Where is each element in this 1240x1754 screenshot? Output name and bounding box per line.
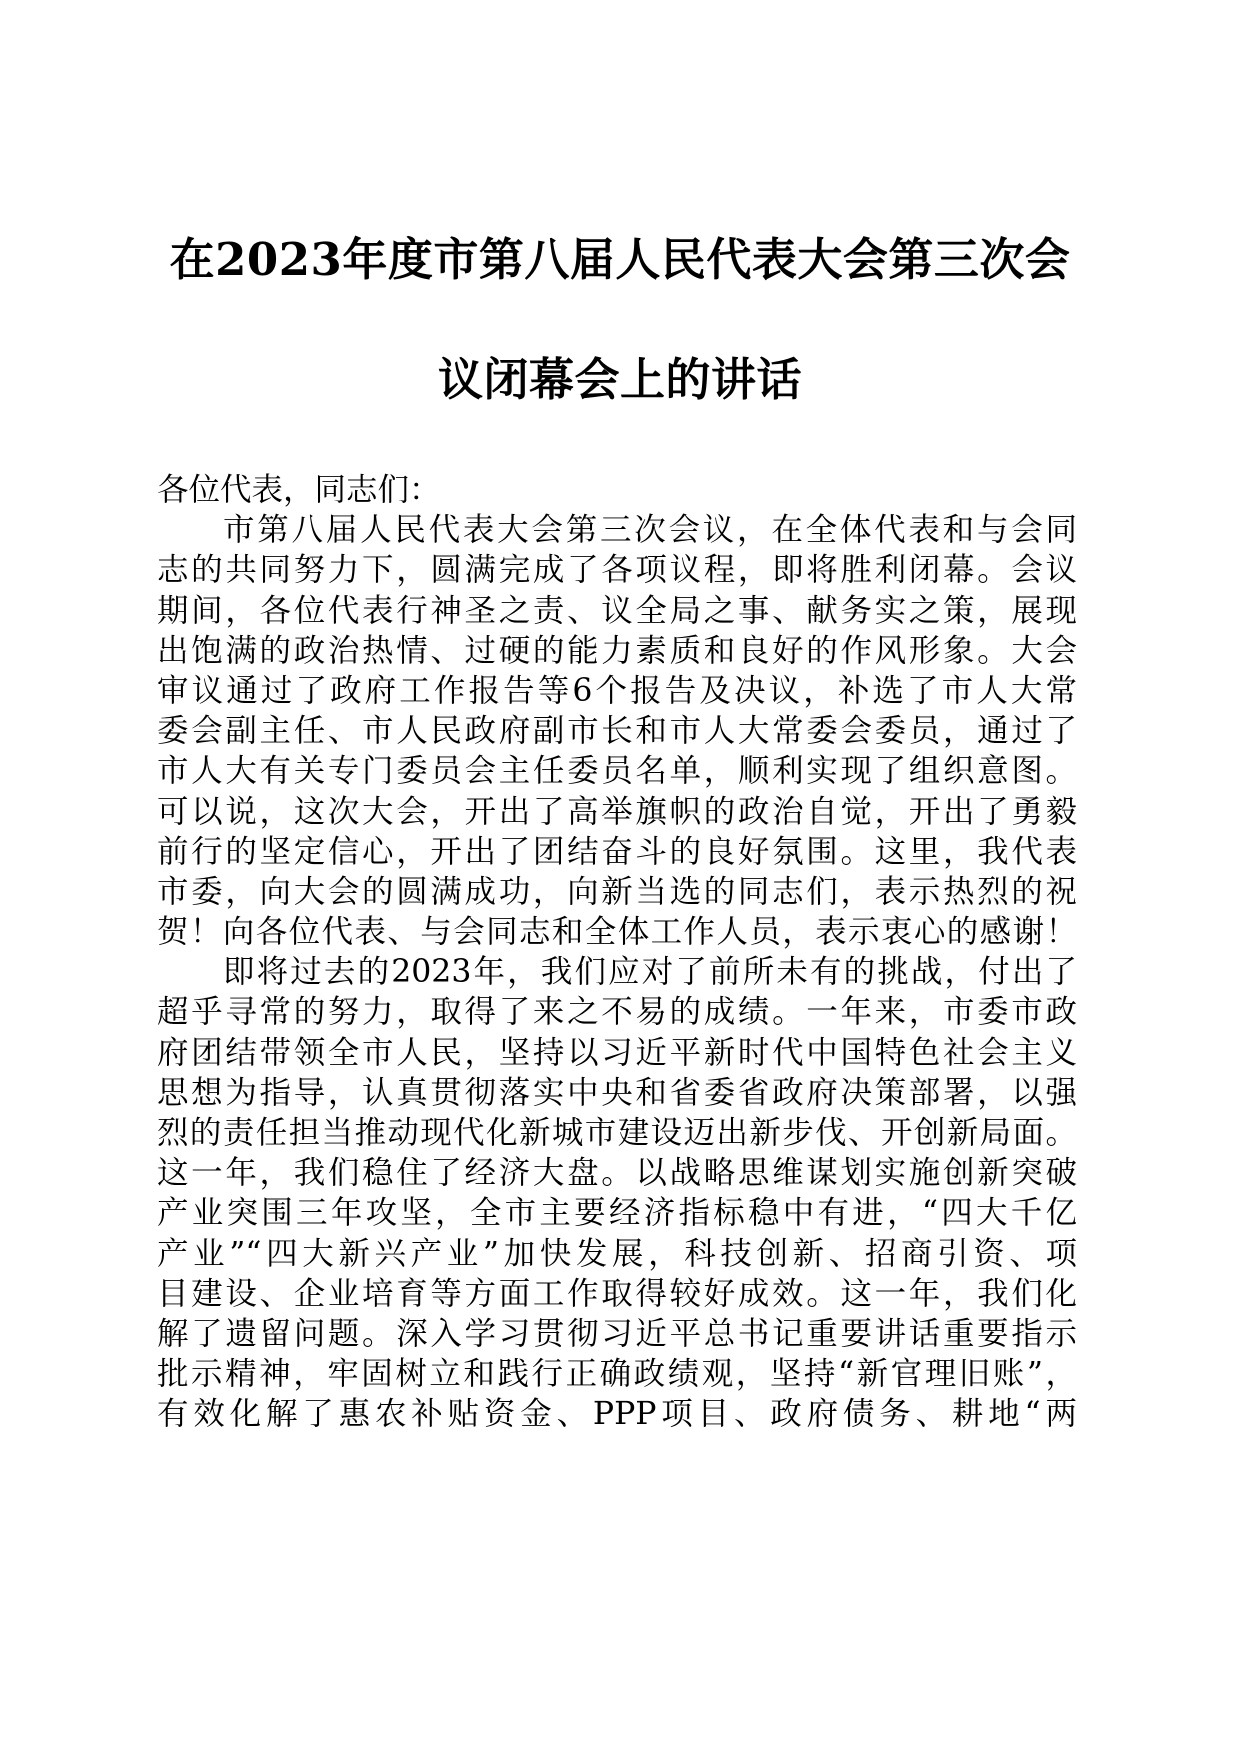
document-title-line-2: 议闭幕会上的讲话 — [437, 353, 802, 406]
body-line: 烈的责任担当推动现代化新城市建设迈出新步伐、开创新局面。 — [157, 1115, 1077, 1151]
body-line: 产业突围三年攻坚，全市主要经济指标稳中有进，“四大千亿 — [157, 1195, 1077, 1232]
body-line: 即将过去的2023年，我们应对了前所未有的挑战，付出了 — [223, 954, 1077, 991]
body-line: 前行的坚定信心，开出了团结奋斗的良好氛围。这里，我代表 — [157, 833, 1077, 870]
body-line: 市委，向大会的圆满成功，向新当选的同志们，表示热烈的祝 — [157, 873, 1077, 910]
body-line: 可以说，这次大会，开出了高举旗帜的政治自觉，开出了勇毅 — [157, 793, 1077, 830]
body-line: 市人大有关专门委员会主任委员名单，顺利实现了组织意图。 — [157, 753, 1077, 790]
body-line: 贺！向各位代表、与会同志和全体工作人员，表示衷心的感谢！ — [157, 914, 1077, 951]
body-line: 出饱满的政治热情、过硬的能力素质和良好的作风形象。大会 — [157, 632, 1077, 669]
body-line: 期间，各位代表行神圣之责、议全局之事、献务实之策，展现 — [157, 592, 1077, 629]
body-line: 府团结带领全市人民，坚持以习近平新时代中国特色社会主义 — [157, 1034, 1077, 1071]
document-title-line-1: 在2023年度市第八届人民代表大会第三次会 — [169, 233, 1071, 286]
body-line: 志的共同努力下，圆满完成了各项议程，即将胜利闭幕。会议 — [157, 552, 1077, 589]
body-line: 各位代表，同志们： — [157, 472, 441, 508]
body-line: 有效化解了惠农补贴资金、PPP项目、政府债务、耕地“两 — [157, 1396, 1077, 1433]
body-line: 思想为指导，认真贯彻落实中央和省委省政府决策部署，以强 — [157, 1074, 1077, 1111]
document-body — [157, 470, 1077, 1435]
body-line: 解了遗留问题。深入学习贯彻习近平总书记重要讲话重要指示 — [157, 1315, 1077, 1352]
body-line: 市第八届人民代表大会第三次会议，在全体代表和与会同 — [223, 512, 1077, 549]
body-line: 目建设、企业培育等方面工作取得较好成效。这一年，我们化 — [157, 1275, 1077, 1312]
body-line: 这一年，我们稳住了经济大盘。以战略思维谋划实施创新突破 — [157, 1155, 1077, 1192]
body-line: 委会副主任、市人民政府副市长和市人大常委会委员，通过了 — [157, 713, 1077, 750]
body-line: 批示精神，牢固树立和践行正确政绩观，坚持“新官理旧账”， — [157, 1356, 1077, 1393]
body-line: 超乎寻常的努力，取得了来之不易的成绩。一年来，市委市政 — [157, 994, 1077, 1031]
body-line: 审议通过了政府工作报告等6个报告及决议，补选了市人大常 — [157, 672, 1077, 709]
body-line: 产业”“四大新兴产业”加快发展，科技创新、招商引资、项 — [157, 1235, 1077, 1272]
